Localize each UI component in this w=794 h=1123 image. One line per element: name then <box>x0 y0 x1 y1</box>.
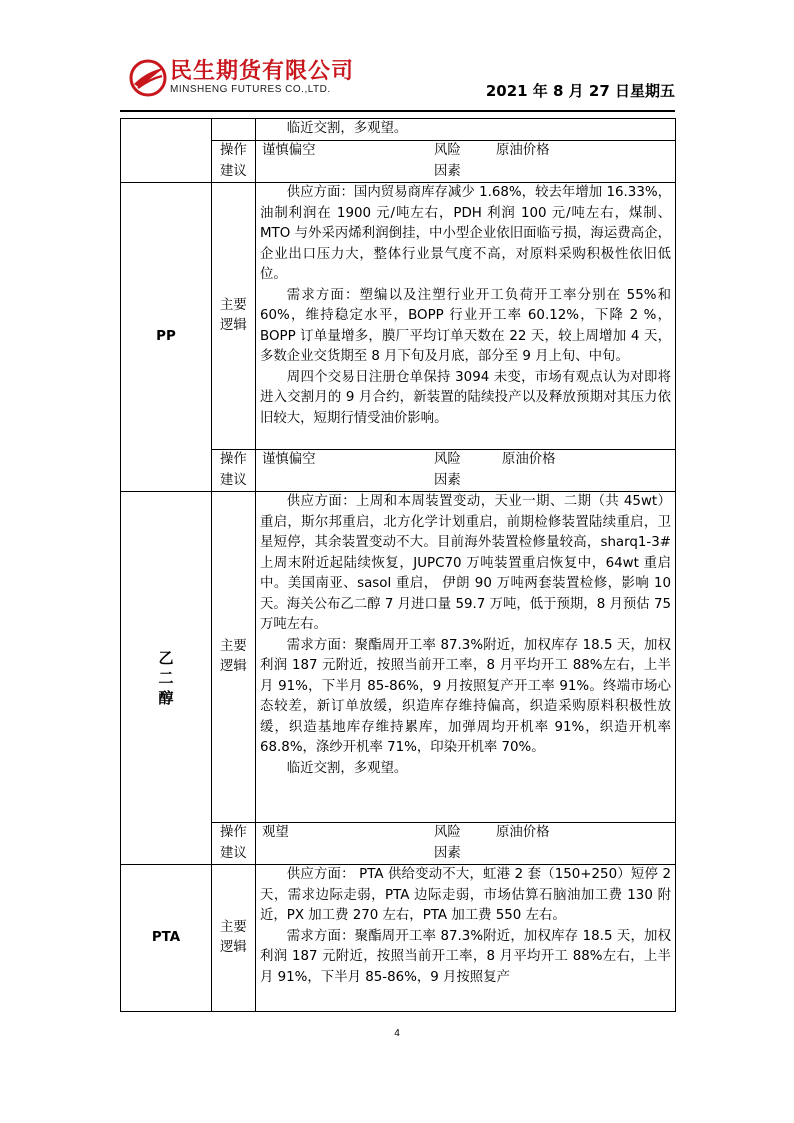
risk-label: 风险 因素 <box>434 825 461 861</box>
analysis-table <box>120 118 676 1012</box>
company-logo <box>128 56 368 100</box>
op-value: 谨慎偏空 <box>262 452 316 467</box>
risk-label: 风险 因素 <box>434 143 461 179</box>
logic-paragraph: 供应方面： PTA 供给变动不大，虹港 2 套（150+250）短停 2 天，需求边际走弱，PTA 边际走弱，市场估算石脑油加工费 130 附近，PX 加工费 270 左右，PTA 加工费 550 左右。 <box>260 867 671 923</box>
op-value: 观望 <box>262 825 289 840</box>
minsheng-swoosh-logo-icon <box>128 58 168 98</box>
page-header <box>120 54 675 104</box>
logic-paragraph: 供应方面：上周和本周装置变动，天业一期、二期（共 45wt）重启，斯尔邦重启，北方化学计划重启，前期检修装置陆续重启，卫星短停，其余装置变动不大。目前海外装置检修量较高，sharq1-3#上周末附近起陆续恢复，JUPC70 万吨装置重启恢复中，64wt 重启中。美国南亚、sasol 重启， 伊朗 90 万吨两套装置检修，影响 10 天。海关公布乙二醇 7 月进口量 59.7 万吨，低于预期，8 月预估 75 万吨左右。 <box>260 494 671 632</box>
logic-cell <box>256 865 676 1012</box>
logic-cell <box>256 183 676 450</box>
logic-paragraph: 需求方面：聚酯周开工率 87.3%附近，加权库存 18.5 天，加权利润 187 元附近，按照当前开工率，8 月平均开工 88%左右，上半月 91%，下半月 85-86%，9 月按照复产开工率 91%。终端市场心态较差，新订单放缓，织造库存维持偏高，织造采购原料积极性放缓，织造基地库存维持累库，加弹周均开机率 91%，织造开机率 68.8%，涤纱开机率 71%，印染开机率 70%。 <box>260 637 671 755</box>
product-name-text: 乙二醇 <box>158 649 174 707</box>
logic-paragraph: 需求方面：聚酯周开工率 87.3%附近，加权库存 18.5 天，加权利润 187 元附近，按照当前开工率，8 月平均开工 88%左右，上半月 91%，下半月 85-86%，9 月按照复产 <box>260 928 671 985</box>
product-name-pta: PTA <box>121 865 212 1012</box>
table-row <box>121 492 676 823</box>
op-label: 操作 建议 <box>212 450 256 492</box>
table-row <box>121 119 676 141</box>
risk-value: 原油价格 <box>496 825 550 840</box>
logic-paragraph: 临近交割，多观望。 <box>286 121 408 136</box>
product-name-pp: PP <box>121 183 212 492</box>
logic-label: 主要 逻辑 <box>212 492 256 823</box>
risk-value: 原油价格 <box>502 452 556 467</box>
logic-paragraph: 临近交割，多观望。 <box>286 760 408 776</box>
op-label: 操作 建议 <box>212 141 256 183</box>
table-row <box>121 183 676 450</box>
risk-label: 风险 因素 <box>434 452 461 488</box>
op-row-cell <box>256 823 676 865</box>
op-value: 谨慎偏空 <box>262 143 316 158</box>
op-row-cell <box>256 450 676 492</box>
logic-label: 主要 逻辑 <box>212 183 256 450</box>
company-name-en: MINSHENG FUTURES CO.,LTD. <box>170 84 331 95</box>
logic-label: 主要 逻辑 <box>212 865 256 1012</box>
logic-label-cell-empty <box>212 119 256 141</box>
logic-paragraph: 供应方面：国内贸易商库存减少 1.68%，较去年增加 16.33%，油制利润在 1900 元/吨左右，PDH 利润 100 元/吨左右，煤制、MTO 与外采丙烯利润倒挂，中小型企业依旧面临亏损，海运费高企，企业出口压力大，整体行业景气度不高，对原料采购积极性依旧低位。 <box>260 185 671 282</box>
page-number: 4 <box>394 1028 400 1039</box>
product-cell-continued <box>121 119 212 183</box>
report-date: 2021 年 8 月 27 日星期五 <box>485 82 675 100</box>
header-rule <box>120 110 675 112</box>
logic-cell <box>256 119 676 141</box>
op-row-cell <box>256 141 676 183</box>
table-row <box>121 865 676 1012</box>
company-name-cn: 民生期货有限公司 <box>170 59 355 84</box>
product-name-eg <box>121 492 212 865</box>
logic-paragraph: 周四个交易日注册仓单保持 3094 未变，市场有观点认为对即将进入交割月的 9 月合约，新装置的陆续投产以及释放预期对其压力依旧较大，短期行情受油价影响。 <box>260 369 671 426</box>
logic-cell <box>256 492 676 823</box>
op-label: 操作 建议 <box>212 823 256 865</box>
logic-paragraph: 需求方面：塑编以及注塑行业开工负荷开工率分别在 55%和 60%，维持稳定水平，BOPP 行业开工率 60.12%，下降 2 %， BOPP 订单量增多，膜厂平均订单天数在 22 天，较上周增加 4 天，多数企业交货期至 8 月下旬及月底，部分至 9 月上旬、中旬。 <box>260 287 671 364</box>
risk-value: 原油价格 <box>496 143 550 158</box>
